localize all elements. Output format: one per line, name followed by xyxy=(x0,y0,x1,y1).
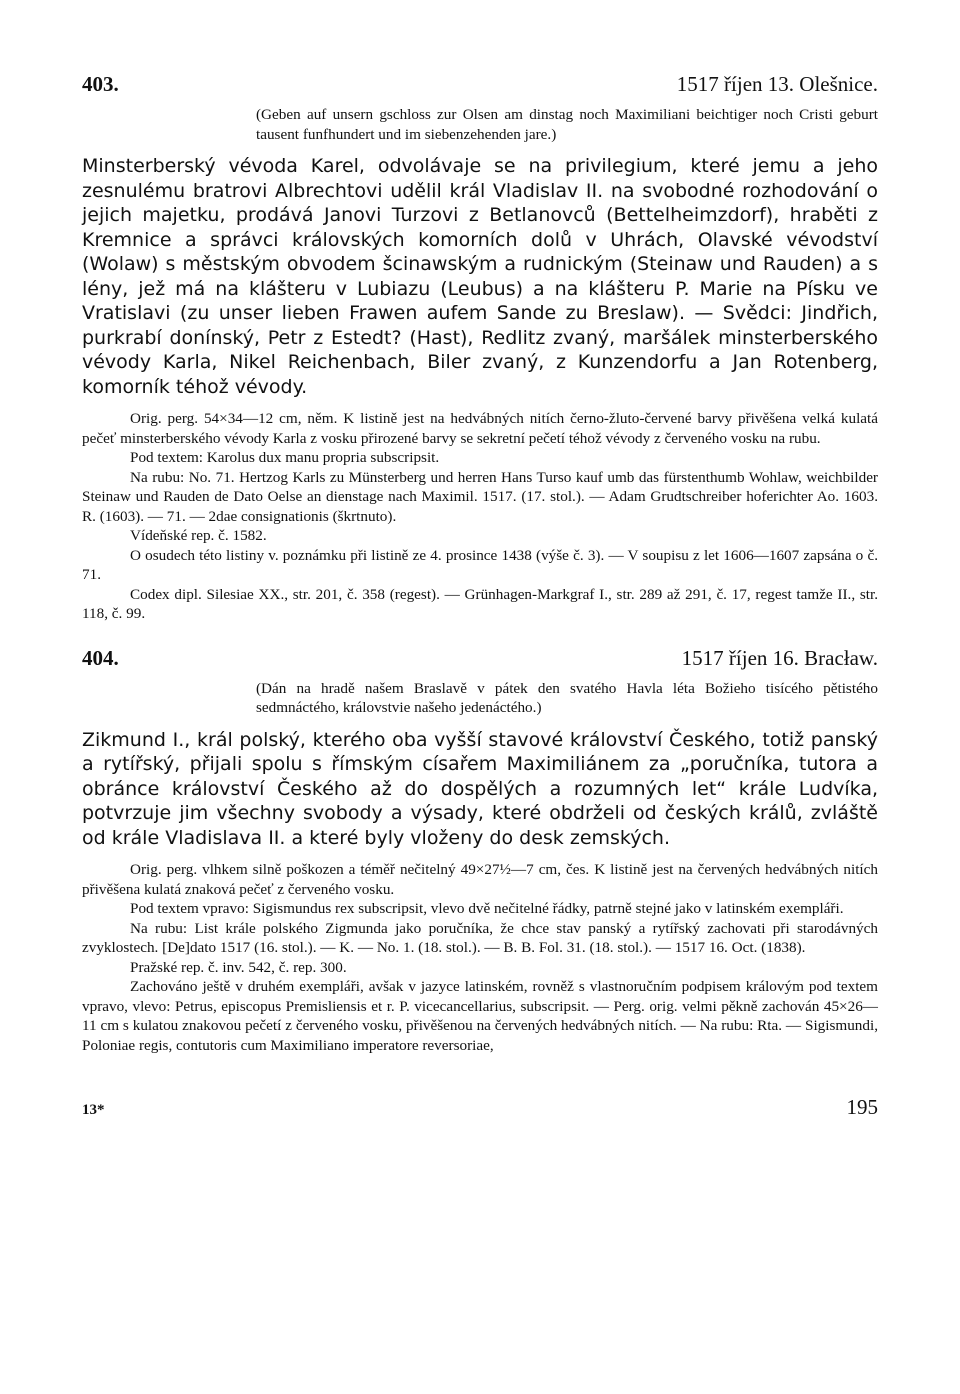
note-paragraph: Pod textem: Karolus dux manu propria subscripsit. xyxy=(130,449,440,466)
note-paragraph: Pod textem vpravo: Sigismundus rex subscripsit, vlevo dvě nečitelné řádky, patrně stejné jako v latinském exempláři. xyxy=(130,900,844,917)
page-number: 195 xyxy=(846,1095,878,1119)
note-paragraph: Zachováno ještě v druhém exempláři, avšak v jazyce latinském, rovněž s vlastnoručním podpisem královým pod textem vpravo, vlevo: Petrus, episcopus Premisliensis et r. P. vicecancellarius, subscripsit. — Perg. orig. velmi pěkně zachován 45×26—11 cm s kulatou znakovou pečetí z červeného vosku, přivěšenou na červených hedvábných nitích. — Na rubu: Rta. — Sigismundi, Poloniae regis, contutoris cum Maximiliano imperatore reversoriae, xyxy=(82,978,878,1054)
document-403 xyxy=(82,72,878,624)
document-header xyxy=(82,72,878,97)
note-paragraph: Vídeňské rep. č. 1582. xyxy=(130,527,267,544)
document-404 xyxy=(82,646,878,1056)
page-footer xyxy=(82,1095,878,1120)
regest-text: Minsterberský vévoda Karel, odvolávaje se na privilegium, které jemu a jeho zesnulému bratrovi Albrechtovi udělil král Vladislav II. na svobodné rozhodování o jejich majetku, prodává Janovi Turzovi z Betlanovců (Bettelheimzdorf), hraběti z Kremnice a správci královských komorních dolů v Uhrách, Olavské vévodství (Wolaw) s městským obvodem šcinawským a rudnickým (Steinaw und Rauden) a s lény, jež má na klášteru v Lubiazu (Leubus) a na klášteru P. Marie na Písku ve Vratislavi (zu unser lieben Frawen aufem Sande zu Breslaw). — Svědci: Jindřich, purkrabí donínský, Petr z Estedt? (Hast), Redlitz zvaný, maršálek minsterberského vévody Karla, Nikel Reichenbach, Biler zvaný, z Kunzendorfu a Jan Rotenberg, komorník téhož vévody. xyxy=(82,155,878,398)
note-paragraph: O osudech této listiny v. poznámku při listině ze 4. prosince 1438 (výše č. 3). — V soupisu z let 1606—1607 zapsána o č. 71. xyxy=(82,546,878,583)
notes xyxy=(82,409,878,624)
original-dating-clause: (Dán na hradě našem Braslavě v pátek den svatého Havla léta Božieho tisícého pětistého sedmnáctého, královstvie našeho jedenáctého.) xyxy=(256,679,878,716)
document-header xyxy=(82,646,878,671)
note-paragraph: Codex dipl. Silesiae XX., str. 201, č. 358 (regest). — Grünhagen-Markgraf I., str. 289 až 291, č. 17, regest tamže II., str. 118, č. 99. xyxy=(82,585,878,622)
regest-text: Zikmund I., král polský, kterého oba vyšší stavové království Českého, totiž panský a rytířský, přijali spolu s římským císařem Maximiliánem za „poručníka, tutora a obránce království Českého až do dospělých a rozumných let“ krále Ludvíka, potvrzuje jim všechny svobody a výsady, které obdrželi od českých králů, zvláště od krále Vladislava II. a které byly vloženy do desk zemských. xyxy=(82,728,878,849)
note-paragraph: Orig. perg. vlhkem silně poškozen a téměř nečitelný 49×27½—7 cm, čes. K listině jest na červených hedvábných nitích přivěšena kulatá znaková pečeť z červeného vosku. xyxy=(82,861,878,898)
document-date-place: 1517 říjen 13. Olešnice. xyxy=(676,72,878,96)
page xyxy=(82,72,878,1120)
signature-mark: 13* xyxy=(82,1102,105,1118)
note-paragraph: Na rubu: No. 71. Hertzog Karls zu Münsterberg und herren Hans Turso kauf umb das fürstenthumb Wohlaw, weichbilder Steinaw und Rauden de Dato Oelse an dienstage nach Maximil. 1517. (17. stol.). — Adam Grudtschreiber hoferichter Ao. 1603. R. (1603). — 71. — 2dae consignationis (škrtnuto). xyxy=(82,468,878,525)
note-paragraph: Orig. perg. 54×34—12 cm, něm. K listině jest na hedvábných nitích černo-žluto-červené barvy přivěšena velká kulatá pečeť minsterberského vévody Karla z vosku přirozené barvy se sekretní pečetí téhož vévody z červeného vosku na rubu. xyxy=(82,410,878,447)
document-number: 404. xyxy=(82,645,119,670)
document-number: 403. xyxy=(82,72,119,96)
notes xyxy=(82,860,878,1055)
original-dating-clause: (Geben auf unsern gschloss zur Olsen am dinstag noch Maximiliani beichtiger noch Cristi geburt tausent funfhundert und im siebenzehenden jare.) xyxy=(256,106,878,143)
note-paragraph: Pražské rep. č. inv. 542, č. rep. 300. xyxy=(130,958,347,976)
document-date-place: 1517 říjen 16. Bracław. xyxy=(681,645,878,670)
note-paragraph: Na rubu: List krále polského Zigmunda jako poručníka, že chce stav panský a rytířský zachovati při starodávných zvyklostech. [De]dato 1517 (16. stol.). — K. — No. 1. (18. stol.). — B. B. Fol. 31. (18. stol.). — 1517 16. Oct. (1838). xyxy=(82,919,878,956)
